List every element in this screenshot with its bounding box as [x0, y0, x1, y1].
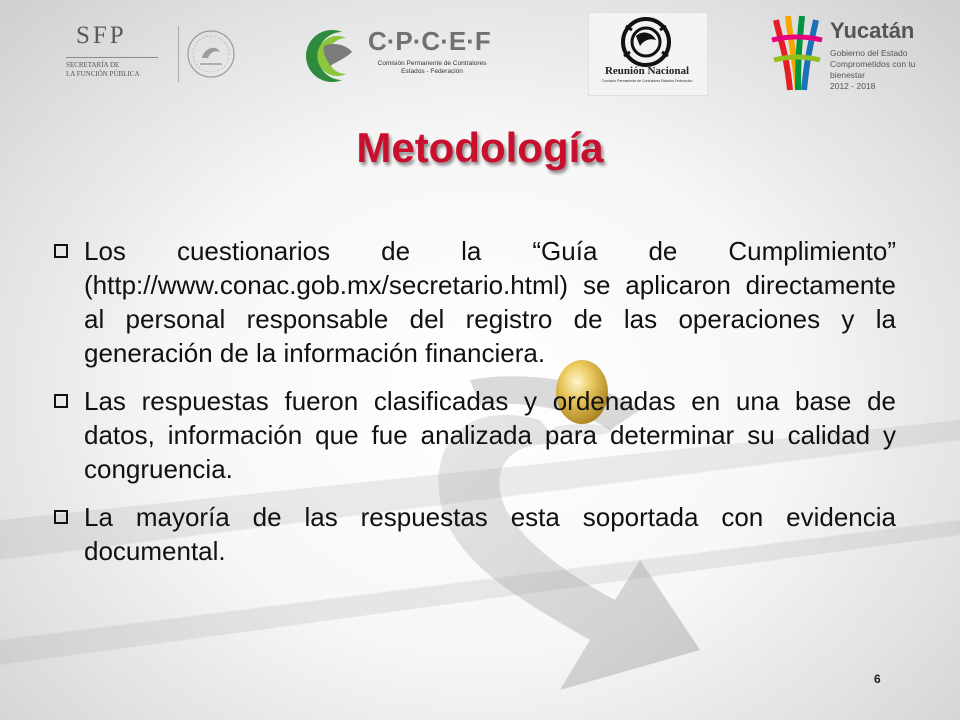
sfp-logo-divider	[178, 26, 179, 82]
sfp-subtitle-line2: LA FUNCIÓN PÚBLICA	[66, 70, 140, 78]
slide-title: Metodología	[356, 124, 604, 171]
mexico-seal-icon	[186, 26, 236, 82]
cpcef-logo	[300, 18, 500, 93]
sfp-logo-rule	[66, 57, 158, 58]
bullet-list	[48, 234, 896, 582]
cpcef-logo-name: C·P·C·E·F	[368, 26, 491, 56]
checkbox-bullet-icon	[54, 510, 68, 524]
yucatan-subtitle-line3: 2012 - 2018	[830, 81, 876, 91]
cpcef-emblem-icon	[302, 24, 368, 86]
bullet-item	[48, 500, 896, 568]
sfp-subtitle-line1: SECRETARÍA DE	[66, 61, 120, 69]
logo-bar	[0, 0, 960, 100]
reunion-logo-subtitle: Comisión Permanente de Contralores Estados-Federación	[601, 79, 693, 83]
yucatan-logo	[768, 10, 948, 94]
reunion-emblem-icon	[616, 16, 676, 68]
yucatan-logo-name: Yucatán	[830, 18, 915, 43]
sfp-logo-subtitle	[66, 61, 176, 79]
yucatan-emblem-icon	[768, 10, 826, 94]
yucatan-subtitle-line2: Comprometidos con tu bienestar	[830, 59, 916, 80]
checkbox-bullet-icon	[54, 244, 68, 258]
bullet-text: Las respuestas fueron clasificadas y ordenadas en una base de datos, información que fue analizada para determinar su calidad y congruencia.	[84, 386, 896, 484]
cpcef-subtitle-line2: Estados - Federación	[401, 68, 463, 75]
reunion-logo-name: Reunión Nacional	[604, 65, 690, 77]
yucatan-subtitle-line1: Gobierno del Estado	[830, 48, 908, 58]
sfp-logo	[58, 20, 288, 90]
page-number: 6	[874, 672, 881, 686]
bullet-text: Los cuestionarios de la “Guía de Cumplimiento” (http://www.conac.gob.mx/secretario.html) se aplicaron directamente al personal responsable del registro de las operaciones y la generación de la información financiera.	[84, 236, 896, 368]
sfp-logo-name: SFP	[76, 22, 127, 49]
yucatan-logo-subtitle	[830, 48, 940, 92]
bullet-item	[48, 384, 896, 486]
bullet-text: La mayoría de las respuestas esta soportada con evidencia documental.	[84, 502, 896, 566]
cpcef-subtitle-line1: Comisión Permanente de Contralores	[377, 60, 487, 67]
checkbox-bullet-icon	[54, 394, 68, 408]
bullet-item	[48, 234, 896, 370]
cpcef-logo-subtitle	[372, 60, 492, 76]
reunion-nacional-logo	[588, 12, 718, 94]
